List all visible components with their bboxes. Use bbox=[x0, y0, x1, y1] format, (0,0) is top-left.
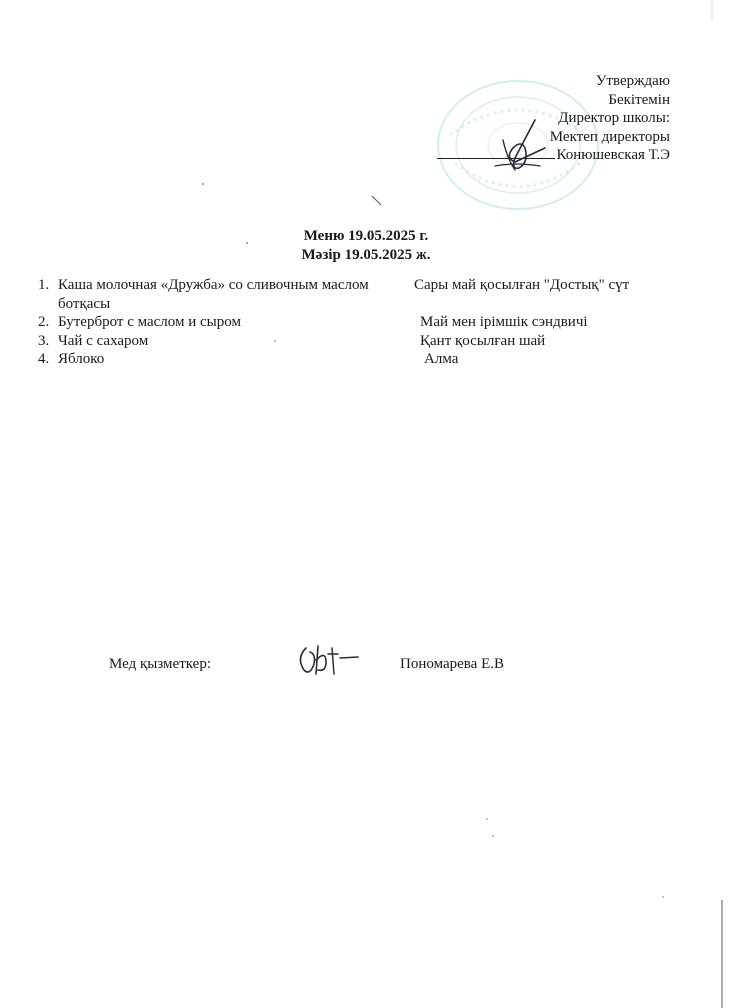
item-name-ru: Яблоко bbox=[58, 351, 105, 367]
item-name-kz-continued: ботқасы bbox=[58, 295, 111, 312]
item-number: 1. bbox=[38, 277, 50, 293]
list-item bbox=[38, 332, 678, 351]
list-item bbox=[38, 313, 678, 332]
menu-title-ru: Меню 19.05.2025 г. bbox=[303, 228, 429, 244]
item-name-ru: Чай с сахаром bbox=[58, 332, 149, 349]
item-name-kz: Алма bbox=[424, 351, 459, 367]
item-name-kz: Май мен ірімшік сэндвичі bbox=[420, 314, 588, 330]
menu-title-kz: Мәзір 19.05.2025 ж. bbox=[301, 247, 431, 263]
item-name-kz: Сары май қосылған "Достық" сүт bbox=[414, 277, 630, 293]
menu-title-block bbox=[0, 227, 732, 265]
medical-worker-name: Пономарева Е.В bbox=[400, 656, 504, 672]
list-item bbox=[38, 350, 678, 369]
menu-list bbox=[38, 276, 678, 369]
approval-ru: Утверждаю bbox=[595, 73, 670, 89]
medical-worker-label: Мед қызметкер: bbox=[109, 656, 212, 672]
item-name-ru: Каша молочная «Дружба» со сливочным маслом bbox=[58, 277, 369, 293]
medical-worker-signature bbox=[292, 640, 362, 680]
director-signature bbox=[485, 118, 557, 178]
director-name: Конюшевская Т.Э bbox=[556, 147, 670, 163]
item-number: 3. bbox=[38, 332, 50, 349]
director-title-kz: Мектеп директоры bbox=[549, 128, 670, 145]
item-name-ru: Бутерброт с маслом и сыром bbox=[58, 314, 241, 330]
approval-kz: Бекітемін bbox=[608, 91, 670, 108]
director-title-ru: Директор школы: bbox=[558, 110, 670, 126]
item-number: 2. bbox=[38, 314, 50, 330]
item-number: 4. bbox=[38, 351, 50, 367]
list-item bbox=[38, 276, 678, 313]
item-name-kz: Қант қосылған шай bbox=[420, 332, 546, 349]
